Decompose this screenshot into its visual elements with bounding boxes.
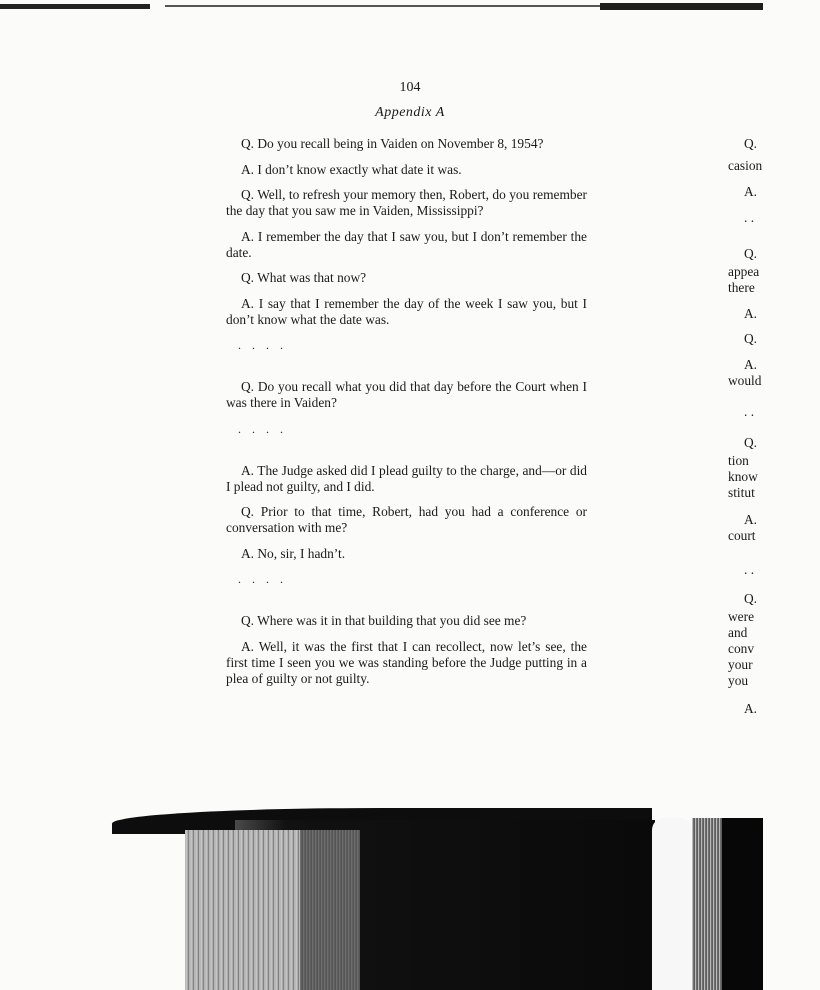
scan-noise	[185, 830, 300, 990]
right-column-fragment: A.	[744, 357, 758, 372]
scan-edge-mark	[0, 4, 150, 9]
right-column-fragment: Q.	[744, 246, 758, 261]
scan-noise	[692, 818, 722, 990]
scan-noise	[300, 830, 360, 990]
right-column-fragment: . .	[744, 562, 755, 577]
right-column-fragment: A.	[744, 512, 758, 527]
right-column-fragment: appea	[728, 264, 760, 279]
right-column-fragment: court	[728, 528, 756, 543]
testimony-paragraph: A. I remember the day that I saw you, but I don’t remember the date.	[226, 228, 587, 260]
testimony-paragraph: A. No, sir, I hadn’t.	[241, 545, 346, 561]
right-column-fragment: know	[728, 469, 758, 484]
adjacent-page-column-fragment	[728, 0, 763, 716]
testimony-paragraph: Q. Where was it in that building that you did see me?	[241, 613, 527, 628]
testimony-paragraph: A. I don’t know exactly what date it was.	[241, 161, 462, 177]
ellipsis-separator: . . . .	[238, 421, 287, 436]
right-column-fragment: . .	[744, 404, 755, 419]
right-column-fragment: conv	[728, 641, 755, 656]
scan-shadow	[722, 818, 763, 990]
testimony-column	[226, 136, 587, 696]
right-column-fragment: A.	[744, 306, 758, 321]
right-column-fragment: stitut	[728, 485, 755, 500]
right-column-fragment: A.	[744, 701, 758, 716]
right-column-fragment: and	[728, 625, 748, 640]
page-number: 104	[399, 80, 421, 95]
testimony-paragraph: Q. Prior to that time, Robert, had you had a conference or conversation with me?	[226, 504, 587, 535]
ellipsis-separator: . . . .	[238, 338, 287, 352]
right-column-fragment: you	[728, 673, 749, 688]
right-column-fragment: A.	[744, 184, 758, 199]
scan-highlight	[652, 818, 692, 990]
testimony-paragraph: Q. Do you recall what you did that day before the Court when I was there in Vaiden?	[226, 379, 587, 410]
scan-bottom-artifact	[0, 800, 763, 990]
right-column-fragment: Q.	[744, 136, 758, 151]
scan-top-edge	[0, 0, 763, 16]
appendix-title: Appendix A	[375, 105, 445, 120]
right-column-fragment: Q.	[744, 435, 758, 450]
testimony-paragraph: A. I say that I remember the day of the week I saw you, but I don’t know what the date was.	[226, 295, 587, 327]
right-column-fragment: there	[728, 280, 755, 295]
right-column-fragment: Q.	[744, 591, 758, 606]
testimony-paragraph: Q. What was that now?	[241, 270, 367, 285]
right-column-fragment: casion	[728, 158, 763, 173]
right-column-fragment: would	[728, 373, 762, 388]
testimony-paragraph: A. The Judge asked did I plead guilty to the charge, and—or did I plead not guilty, and I did.	[226, 462, 587, 494]
right-column-fragment: . .	[744, 210, 755, 225]
right-column-fragment: Q.	[744, 331, 758, 346]
right-column-fragment: tion	[728, 453, 749, 468]
right-column-fragment: were	[728, 609, 755, 624]
right-column-fragment: your	[728, 657, 753, 672]
testimony-paragraph: Q. Well, to refresh your memory then, Robert, do you remember the day that you saw me in Vaiden, Mississippi?	[226, 187, 587, 218]
testimony-paragraph: A. Well, it was the first that I can recollect, now let’s see, the first time I seen you we was standing before the Judge putting in a plea of guilty or not guilty.	[226, 638, 587, 686]
ellipsis-separator: . . . .	[238, 572, 287, 586]
testimony-paragraph: Q. Do you recall being in Vaiden on November 8, 1954?	[241, 136, 544, 151]
